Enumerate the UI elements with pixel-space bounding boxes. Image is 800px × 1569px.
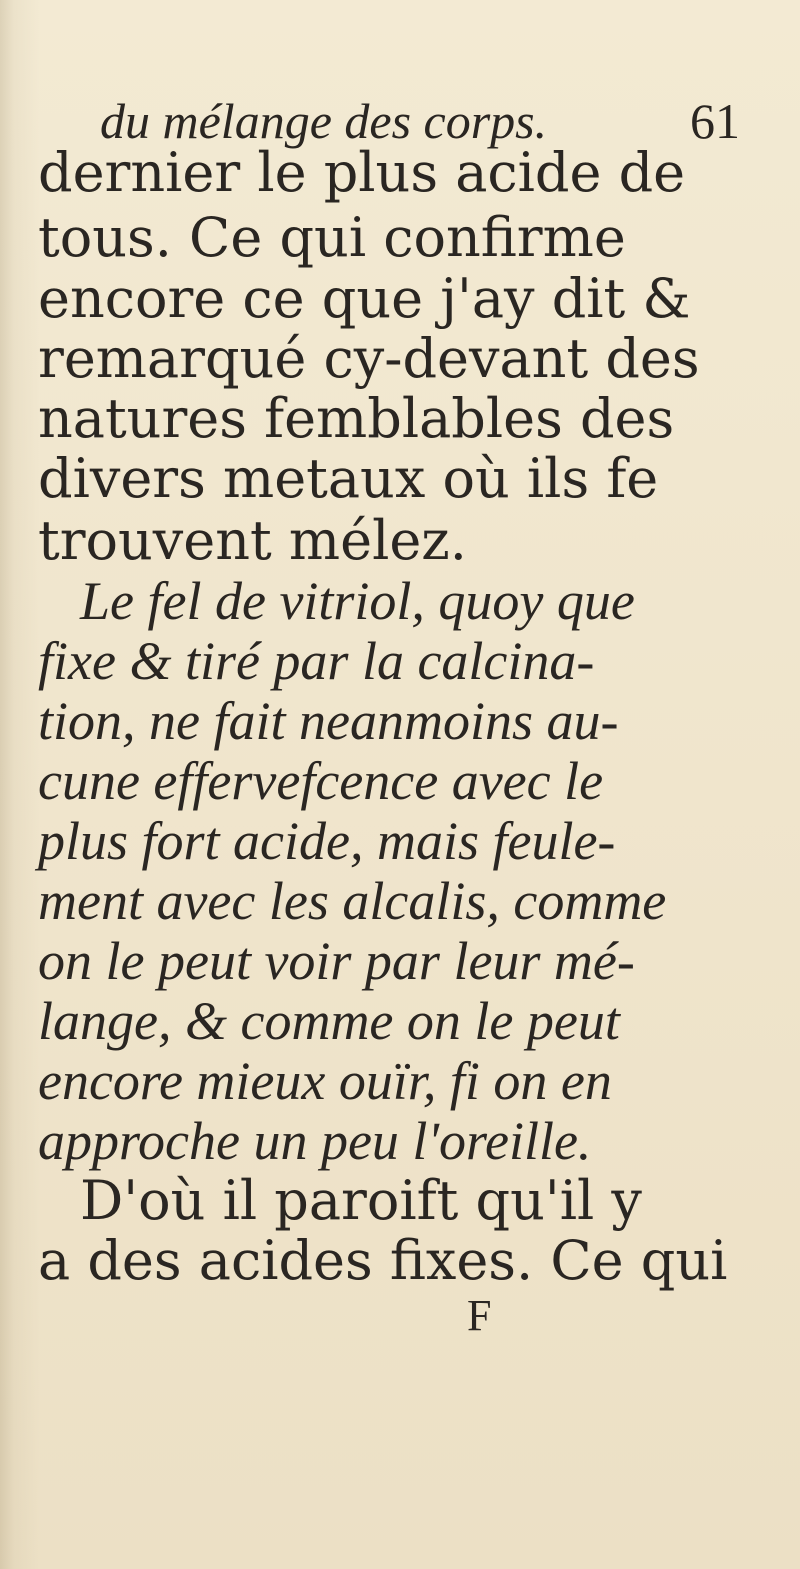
text-line-4: remarqué cy-devant des — [38, 327, 700, 390]
text-line-14: on le peut voir par leur mé- — [38, 931, 635, 991]
text-line-10: tion, ne fait neanmoins au- — [38, 691, 619, 751]
page-number: 61 — [690, 93, 740, 149]
text-line-1: dernier le plus acide de — [38, 141, 686, 204]
text-line-6: divers metaux où ils fe — [38, 447, 659, 510]
text-line-18: D'où il paroift qu'il y — [80, 1169, 642, 1232]
text-line-15: lange, & comme on le peut — [38, 991, 620, 1051]
running-title: du mélange des corps. — [100, 93, 548, 149]
text-line-19: a des acides fixes. Ce qui — [38, 1229, 728, 1292]
text-line-2: tous. Ce qui confirme — [38, 206, 626, 269]
text-line-5: natures femblables des — [38, 387, 675, 450]
text-line-13: ment avec les alcalis, comme — [38, 871, 667, 931]
text-line-7: trouvent mélez. — [38, 509, 467, 572]
text-line-3: encore ce que j'ay dit & — [38, 267, 691, 330]
text-line-16: encore mieux ouïr, fi on en — [38, 1051, 612, 1111]
text-line-12: plus fort acide, mais feule- — [38, 811, 616, 871]
text-line-9: fixe & tiré par la calcina- — [38, 631, 595, 691]
text-line-17: approche un peu l'oreille. — [38, 1111, 592, 1171]
signature-mark: F — [467, 1291, 492, 1340]
text-line-8: Le fel de vitriol, quoy que — [80, 571, 635, 631]
text-line-11: cune effervefcence avec le — [38, 751, 604, 811]
